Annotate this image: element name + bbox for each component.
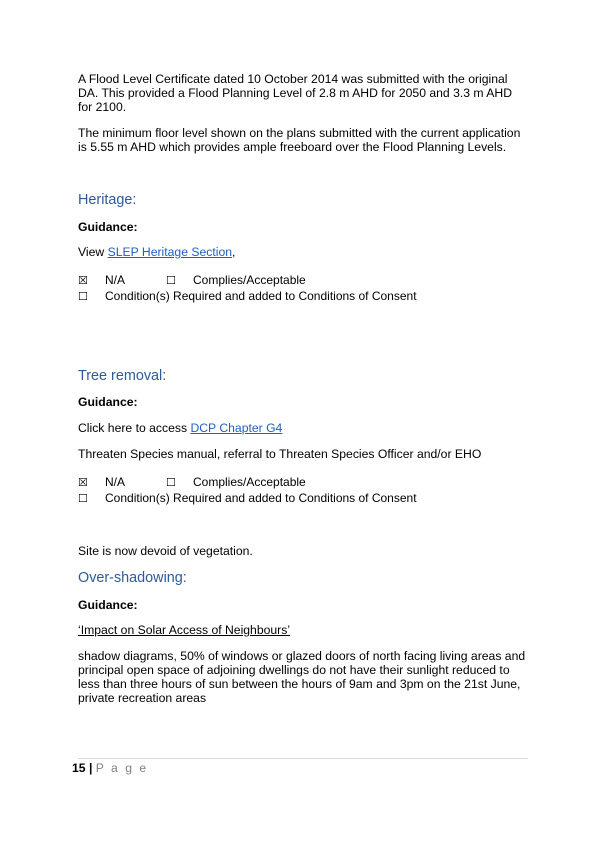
heritage-complies-checkbox-icon[interactable]: ☐: [166, 274, 176, 287]
tree-conditions-checkbox-icon[interactable]: ☐: [78, 492, 88, 505]
heritage-view-prefix: View: [78, 245, 108, 259]
tree-complies-option[interactable]: [166, 475, 306, 490]
floor-level-paragraph: The minimum floor level shown on the plans submitted with the current application is 5.55 m AHD which provides ample freeboard over the Flood Planning Levels.: [78, 126, 521, 154]
tree-na-checkbox-icon[interactable]: ☒: [78, 476, 88, 489]
flood-certificate-paragraph: A Flood Level Certificate dated 10 October 2014 was submitted with the original DA. This provided a Flood Planning Level of 2.8 m AHD for 2050 and 3.3 m AHD for 2100.: [78, 72, 513, 114]
heritage-view-line: [78, 245, 235, 259]
heritage-complies-option[interactable]: [166, 273, 306, 288]
page-word: P a g e: [95, 761, 149, 775]
tree-guidance-label: Guidance:: [78, 395, 138, 409]
dcp-chapter-g4-link[interactable]: DCP Chapter G4: [190, 421, 283, 435]
threaten-species-line: Threaten Species manual, referral to Threaten Species Officer and/or EHO: [78, 447, 482, 461]
vegetation-note: Site is now devoid of vegetation.: [78, 544, 253, 558]
page-footer: [72, 761, 148, 775]
heritage-view-suffix: ,: [232, 245, 236, 259]
heritage-guidance-label: Guidance:: [78, 220, 138, 234]
overshadowing-heading: Over-shadowing:: [78, 570, 187, 586]
heritage-conditions-checkbox-icon[interactable]: ☐: [78, 290, 88, 303]
tree-conditions-label: Condition(s) Required and added to Conditions of Consent: [105, 491, 417, 505]
heritage-conditions-option[interactable]: [78, 289, 417, 304]
heritage-heading: Heritage:: [78, 192, 137, 208]
tree-conditions-option[interactable]: [78, 491, 417, 506]
heritage-na-checkbox-icon[interactable]: ☒: [78, 274, 88, 287]
heritage-na-label: N/A: [105, 273, 126, 287]
heritage-complies-label: Complies/Acceptable: [193, 273, 306, 287]
tree-complies-label: Complies/Acceptable: [193, 475, 306, 489]
tree-na-label: N/A: [105, 475, 126, 489]
tree-na-option[interactable]: [78, 475, 125, 490]
shadow-guidance-label: Guidance:: [78, 598, 138, 612]
shadow-diagrams-paragraph: shadow diagrams, 50% of windows or glazed doors of north facing living areas and principal open space of adjoining dwellings do not have their sunlight reduced to less than three hours of sun between the hours of 9am and 3pm on the 21st June, private recreation areas: [78, 649, 526, 705]
heritage-na-option[interactable]: [78, 273, 125, 288]
tree-complies-checkbox-icon[interactable]: ☐: [166, 476, 176, 489]
footer-divider: [78, 758, 528, 759]
tree-removal-heading: Tree removal:: [78, 368, 167, 384]
solar-access-title: ‘Impact on Solar Access of Neighbours’: [78, 623, 291, 637]
slep-heritage-link[interactable]: SLEP Heritage Section: [107, 245, 233, 259]
heritage-conditions-label: Condition(s) Required and added to Conditions of Consent: [105, 289, 417, 303]
footer-separator: |: [85, 761, 96, 775]
page-number: 15: [72, 761, 86, 775]
tree-click-prefix: Click here to access: [78, 421, 191, 435]
tree-click-line: [78, 421, 282, 435]
